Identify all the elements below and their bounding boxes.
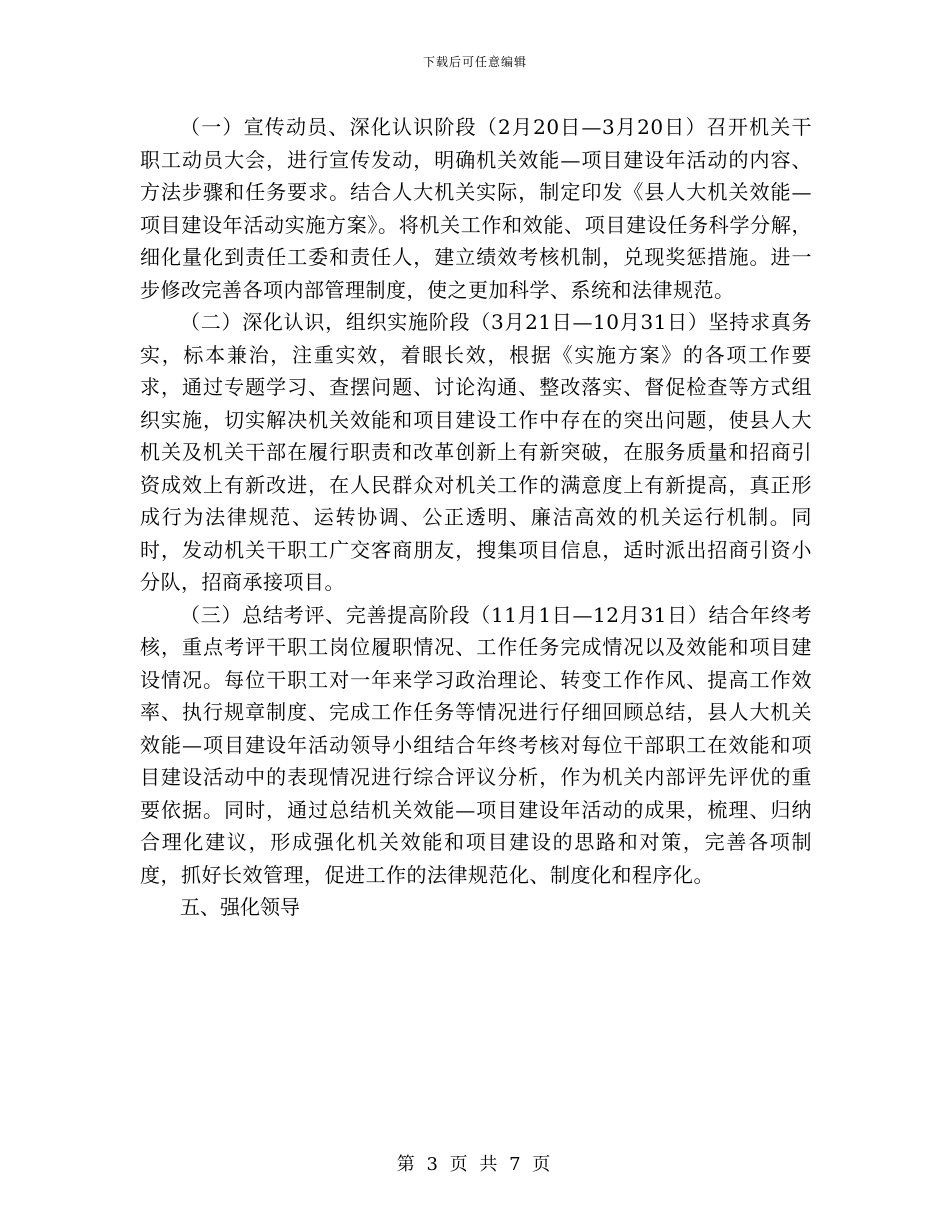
- page-number: 第 3 页 共 7 页: [396, 1154, 554, 1175]
- paragraph-stage-three: （三）总结考评、完善提高阶段（11月1日—12月31日）结合年终考核，重点考评干职工岗位履职情况、工作任务完成情况以及效能和项目建设情况。每位干职工对一年来学习政治理论、转变工作作风、提高工作效率、执行规章制度、完成工作任务等情况进行仔细回顾总结，县人大机关效能—项目建设年活动领导小组结合年终考核对每位干部职工在效能和项目建设活动中的表现情况进行综合评议分析，作为机关内部评先评优的重要依据。同时，通过总结机关效能—项目建设年活动的成果，梳理、归纳合理化建议，形成强化机关效能和项目建设的思路和对策，完善各项制度，抓好长效管理，促进工作的法律规范化、制度化和程序化。: [140, 602, 812, 887]
- header-note: 下载后可任意编辑: [422, 55, 527, 69]
- section-heading: 五、强化领导: [180, 895, 300, 919]
- document-body: [140, 111, 812, 924]
- paragraph-stage-two: （二）深化认识，组织实施阶段（3月21日—10月31日）坚持求真务实，标本兼治，注重实效，着眼长效，根据《实施方案》的各项工作要求，通过专题学习、查摆问题、讨论沟通、整改落实、督促检查等方式组织实施，切实解决机关效能和项目建设工作中存在的突出问题，使县人大机关及机关干部在履行职责和改革创新上有新突破，在服务质量和招商引资成效上有新改进，在人民群众对机关工作的满意度上有新提高，真正形成行为法律规范、运转协调、公正透明、廉洁高效的机关运行机制。同时，发动机关干职工广交客商朋友，搜集项目信息，适时派出招商引资小分队，招商承接项目。: [140, 310, 812, 594]
- paragraph-stage-one: （一）宣传动员、深化认识阶段（2月20日—3月20日）召开机关干职工动员大会，进行宣传发动，明确机关效能—项目建设年活动的内容、方法步骤和任务要求。结合人大机关实际，制定印发《县人大机关效能—项目建设年活动实施方案》。将机关工作和效能、项目建设任务科学分解，细化量化到责任工委和责任人，建立绩效考核机制，兑现奖惩措施。进一步修改完善各项内部管理制度，使之更加科学、系统和法律规范。: [140, 115, 812, 302]
